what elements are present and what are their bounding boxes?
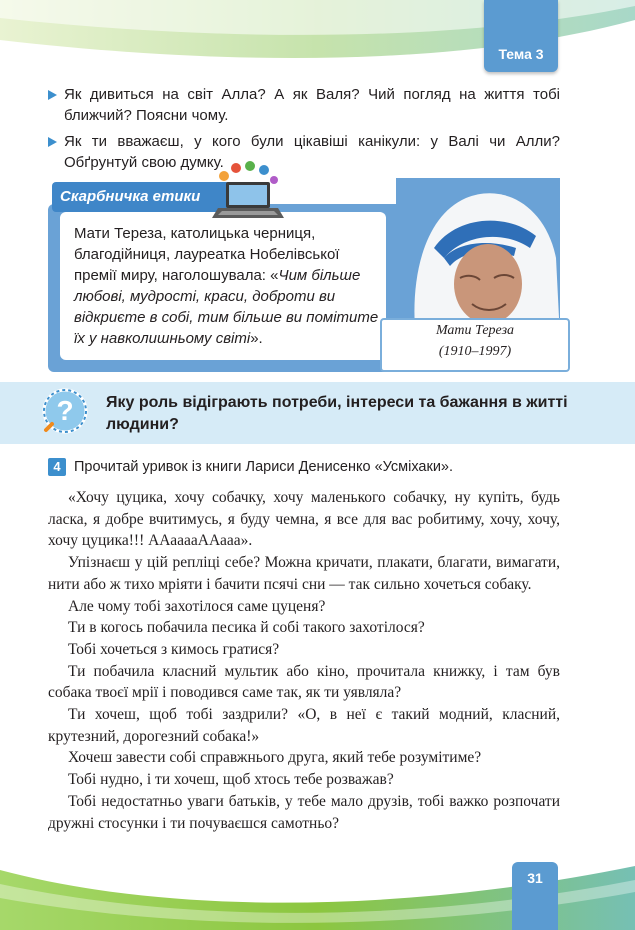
question-text: Як ти вважаєш, у кого були цікавіші канікули: у Валі чи Алли? Обґрунтуй свою думку.	[64, 133, 560, 171]
page-number-tab	[512, 862, 558, 930]
ethics-title: Скарбничка етики	[52, 182, 230, 212]
story-paragraph: Тобі недостатньо уваги батьків, у тебе мало друзів, тобі важко розпочати дружні стосунки і ти почуваєшся самотньо?	[48, 792, 560, 832]
task-number-badge: 4	[48, 458, 66, 476]
topic-label: Тема 3	[498, 46, 544, 62]
story-paragraph: «Хочу цуцика, хочу собачку, хочу маленького собачку, ну купіть, будь ласка, я добре вчитимусь, я буду чемна, я все для вас робитиму, хочу, хочу, хочу цуцика!!! ААааааААааа».	[48, 489, 560, 550]
question-text: Як дивиться на світ Алла? А як Валя? Чий погляд на життя тобі ближчий? Поясни чому.	[64, 86, 560, 124]
story-paragraph: Тобі хочеться з кимось гратися?	[68, 640, 280, 658]
story-paragraph: Ти в когось побачила песика й собі такого захотілося?	[68, 619, 425, 637]
bullet-triangle-icon	[48, 137, 57, 147]
task-instruction	[48, 458, 568, 476]
ethics-text-end: ».	[250, 330, 263, 347]
page-number: 31	[527, 870, 543, 886]
story-paragraph: Ти побачила класний мультик або кіно, прочитала книжку, і там був собака твоєї мрії і поводився саме так, як ти уявляла?	[48, 662, 560, 702]
story-paragraph: Хочеш завести собі справжнього друга, який тебе розумітиме?	[68, 749, 482, 767]
question-list	[48, 84, 560, 178]
topic-tab	[484, 0, 558, 72]
question-item	[48, 84, 560, 126]
section-title: Яку роль відіграють потреби, інтереси та бажання в житті людини?	[106, 394, 568, 433]
question-item	[48, 131, 560, 173]
story-paragraph: Ти хочеш, щоб тобі заздрили? «О, в неї є такий модний, класний, крутезний, дорогезний собака!»	[48, 706, 560, 745]
question-magnifier-icon	[40, 386, 90, 436]
caption-years: (1910–1997)	[438, 344, 512, 359]
ethics-text-plain: Мати Тереза, католицька черниця, благодійниця, лауреатка Нобелівської премії миру, наголошувала: «	[74, 225, 340, 284]
story-excerpt	[48, 487, 560, 834]
story-paragraph: Тобі нудно, і ти хочеш, щоб хтось тебе розважав?	[68, 771, 394, 789]
svg-text:?: ?	[56, 395, 74, 426]
portrait-caption	[380, 318, 570, 372]
story-paragraph: Але чому тобі захотілося саме цуценя?	[68, 597, 326, 615]
mother-teresa-portrait-image	[396, 178, 560, 338]
ethics-quote-text	[74, 223, 380, 349]
story-paragraph: Упізнаєш у цій репліці себе? Можна кричати, плакати, благати, вимагати, нити або ж тихо мріяти і бачити псячі сни — так сильно хочеться собаку.	[48, 554, 560, 593]
ethics-text-quote: Чим більше любові, мудрості, краси, доброти ви відкриєте в собі, тим більше ви помітите їх у навколишньому світі	[74, 267, 379, 347]
caption-name: Мати Тереза	[435, 323, 515, 338]
laptop-icon	[208, 160, 288, 222]
task-text: Прочитай уривок із книги Лариси Денисенко «Усміхаки».	[74, 459, 454, 475]
bullet-triangle-icon	[48, 90, 57, 100]
